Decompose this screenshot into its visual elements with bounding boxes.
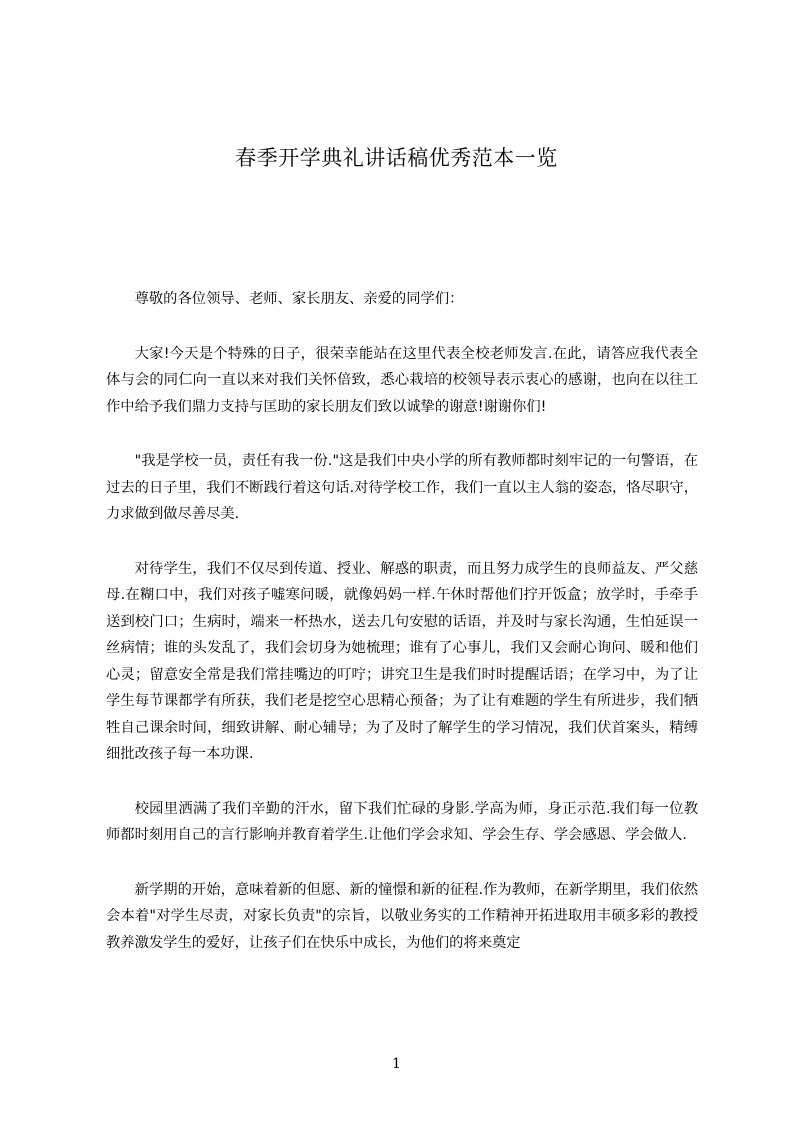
paragraph-new-semester: 新学期的开始，意味着新的但愿、新的憧憬和新的征程.作为教师，在新学期里，我们依然会本着"对学生尽责，对家长负责"的宗旨，以敬业务实的工作精神开拓进取用丰硕多彩的教授教养激发学生的爱好，让孩子们在快乐中成长，为他们的将来奠定 — [106, 881, 698, 951]
paragraph-opening: 大家!今天是个特殊的日子，很荣幸能站在这里代表全校老师发言.在此，请答应我代表全体与会的同仁向一直以来对我们关怀倍致，悉心栽培的校领导表示衷心的感谢，也向在以往工作中给予我们鼎力支持与匡助的家长朋友们致以诚挚的谢意!谢谢你们! — [106, 345, 698, 415]
paragraph-campus: 校园里洒满了我们辛勤的汗水，留下我们忙碌的身影.学高为师，身正示范.我们每一位教师都时刻用自己的言行影响并教育着学生.让他们学会求知、学会生存、学会感恩、学会做人. — [106, 800, 698, 843]
page-number: 1 — [392, 1056, 401, 1072]
document-body — [106, 286, 698, 984]
paragraph-motto: "我是学校一员，责任有我一份."这是我们中央小学的所有教师都时刻牢记的一句警语，在过去的日子里，我们不断践行着这句话.对待学校工作，我们一直以主人翁的姿态，恪尽职守，力求做到做尽善尽美. — [106, 453, 698, 522]
document-title: 春季开学典礼讲话稿优秀范本一览 — [235, 146, 558, 170]
paragraph-students: 对待学生，我们不仅尽到传道、授业、解惑的职责，而且努力成学生的良师益友、严父慈母.在糊口中，我们对孩子嘘寒问暖，就像妈妈一样.午休时帮他们拧开饭盒；放学时，手牵手送到校门口；生病时，端来一杯热水，送去几句安慰的话语，并及时与家长沟通，生怕延误一丝病情；谁的头发乱了，我们会切身为她梳理；谁有了心事儿，我们又会耐心询问、暖和他们心灵；留意安全常是我们常挂嘴边的叮咛；讲究卫生是我们时时提醒话语；在学习中，为了让学生每节课都学有所获，我们老是挖空心思精心预备；为了让有难题的学生有所进步，我们牺牲自己课余时间，细致讲解、耐心辅导；为了及时了解学生的学习情况，我们伏首案头，精缚细批改孩子每一本功课. — [106, 560, 698, 762]
greeting-paragraph: 尊敬的各位领导、老师、家长朋友、亲爱的同学们： — [134, 291, 464, 307]
